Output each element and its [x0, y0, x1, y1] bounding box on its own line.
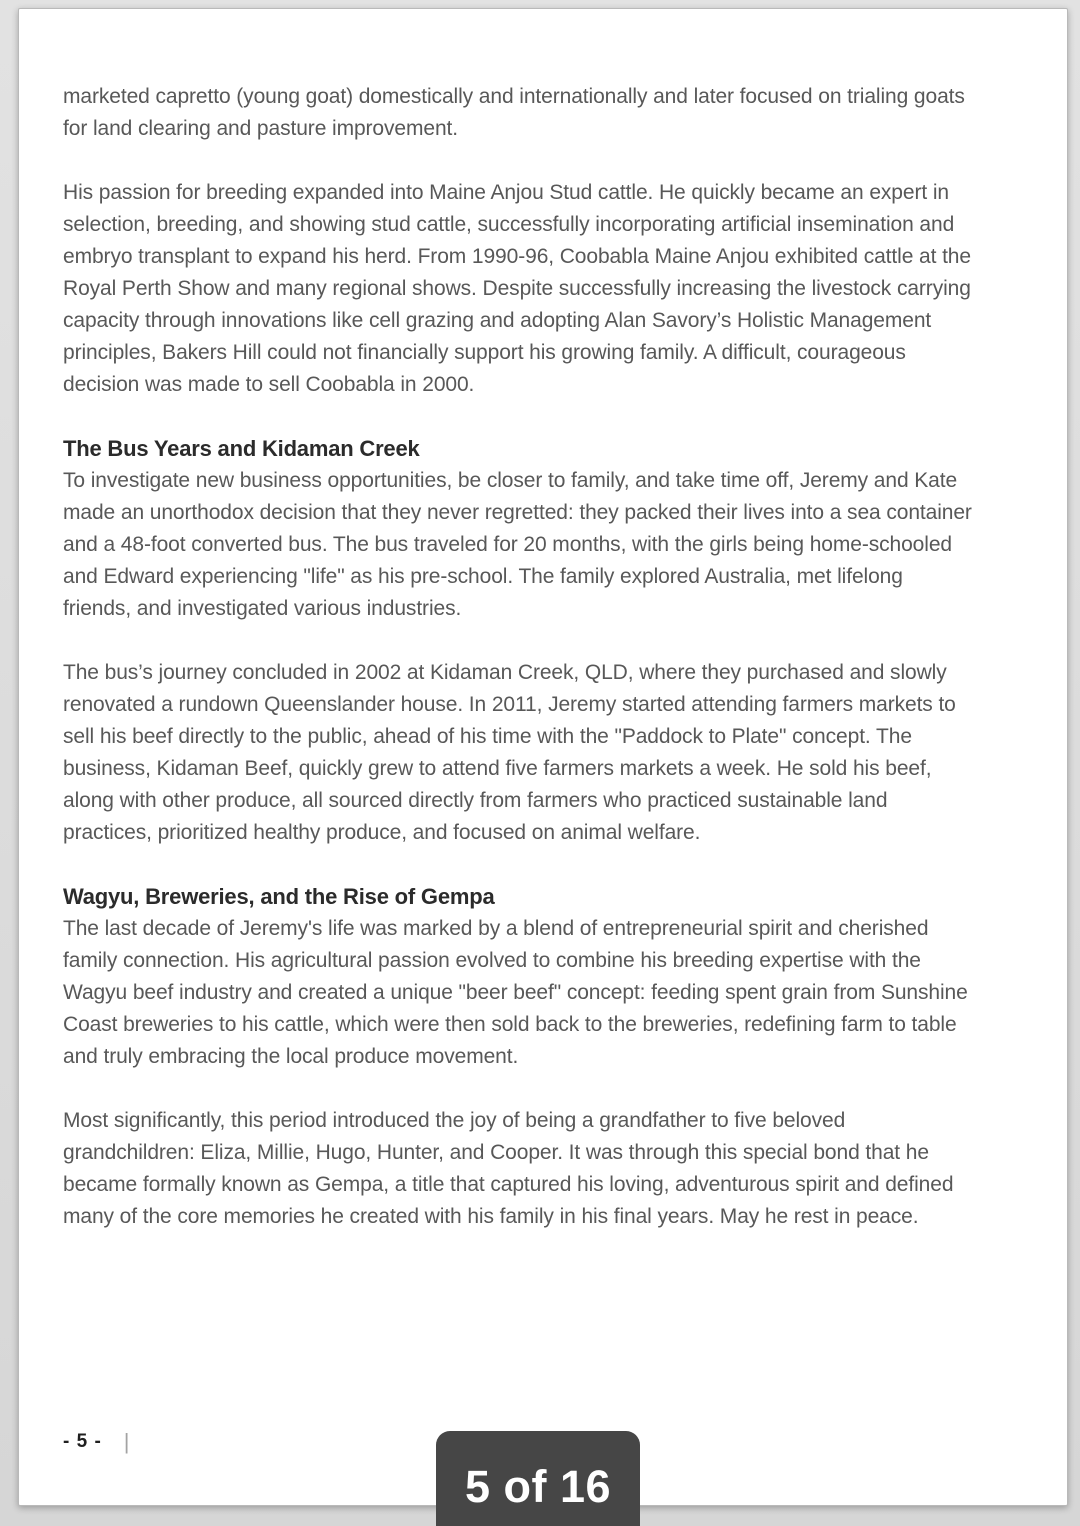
paragraph-last-decade: The last decade of Jeremy's life was marked by a blend of entrepreneurial spirit and cherished family connection. His agricultural passion evolved to combine his breeding expertise with the Wagyu beef industry and created a unique "beer beef" concept: feeding spent grain from Sunshine Coast breweries to his cattle, which were then sold back to the breweries, redefining farm to table and truly embracing the local produce movement. — [63, 917, 968, 1068]
paragraph-goats: marketed capretto (young goat) domestically and internationally and later focused on trialing goats for land clearing and pasture improvement. — [63, 85, 965, 140]
document-body — [19, 9, 1021, 1233]
section-heading-bus-years: The Bus Years and Kidaman Creek — [63, 436, 420, 461]
document-page — [18, 8, 1068, 1506]
section-heading-wagyu: Wagyu, Breweries, and the Rise of Gempa — [63, 884, 495, 909]
paragraph-grandchildren: Most significantly, this period introduced the joy of being a grandfather to five beloved grandchildren: Eliza, Millie, Hugo, Hunter, and Cooper. It was through this special bond that he became formally known as Gempa, a title that captured his loving, adventurous spirit and defined many of the core memories he created with his family in his final years. May he rest in peace. — [63, 1109, 954, 1228]
paragraph-kidaman-creek: The bus’s journey concluded in 2002 at Kidaman Creek, QLD, where they purchased and slowly renovated a rundown Queenslander house. In 2011, Jeremy started attending farmers markets to sell his beef directly to the public, ahead of his time with the "Paddock to Plate" concept. The business, Kidaman Beef, quickly grew to attend five farmers markets a week. He sold his beef, along with other produce, all sourced directly from farmers who practiced sustainable land practices, prioritized healthy produce, and focused on animal welfare. — [63, 661, 956, 844]
footer-separator: | — [123, 1429, 130, 1454]
page-indicator-text: 5 of 16 — [464, 1461, 612, 1512]
page-footer — [63, 1429, 130, 1455]
page-indicator-badge — [436, 1431, 640, 1526]
paragraph-maine-anjou: His passion for breeding expanded into Maine Anjou Stud cattle. He quickly became an expert in selection, breeding, and showing stud cattle, successfully incorporating artificial insemination and embryo transplant to expand his herd. From 1990-96, Coobabla Maine Anjou exhibited cattle at the Royal Perth Show and many regional shows. Despite successfully increasing the livestock carrying capacity through innovations like cell grazing and adopting Alan Savory’s Holistic Management principles, Bakers Hill could not financially support his growing family. A difficult, courageous decision was made to sell Coobabla in 2000. — [63, 181, 971, 396]
paragraph-bus-decision: To investigate new business opportunities, be closer to family, and take time off, Jeremy and Kate made an unorthodox decision that they never regretted: they packed their lives into a sea container and a 48-foot converted bus. The bus traveled for 20 months, with the girls being home-schooled and Edward experiencing "life" as his pre-school. The family explored Australia, met lifelong friends, and investigated various industries. — [63, 469, 972, 620]
footer-page-number: - 5 - — [63, 1431, 102, 1452]
